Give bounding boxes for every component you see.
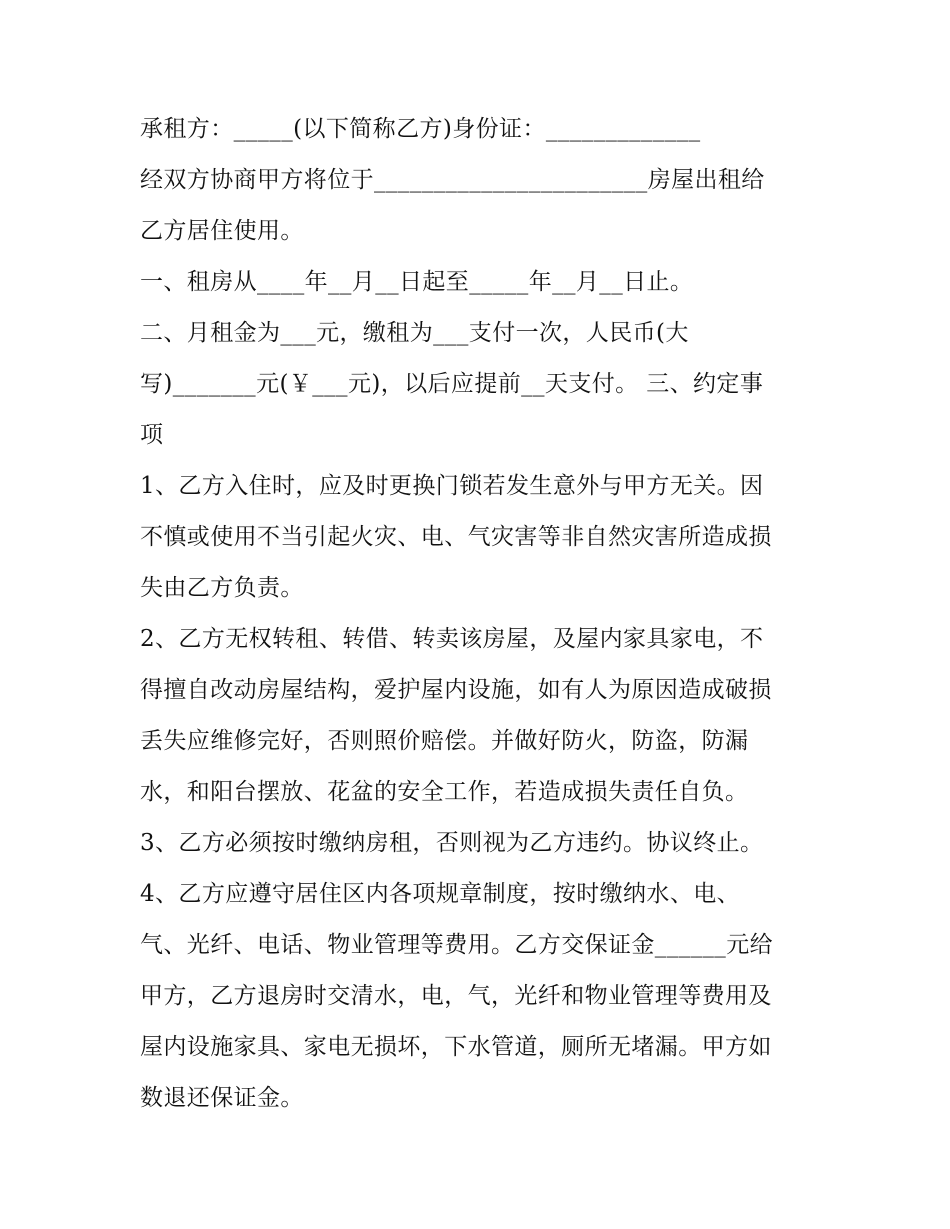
- term-1-line-1: 1、乙方入住时，应及时更换门锁若发生意外与甲方无关。因: [140, 473, 764, 499]
- term-4-line-4: 屋内设施家具、家电无损坏，下水管道，厕所无堵漏。甲方如: [140, 1034, 772, 1060]
- lease-period-line: 一、租房从____年__月__日起至_____年__月__日止。: [140, 269, 694, 295]
- property-location-line: 经双方协商甲方将位于_______________________房屋出租给: [140, 167, 765, 193]
- term-4-line-1: 4、乙方应遵守居住区内各项规章制度，按时缴纳水、电、: [140, 881, 741, 907]
- term-4-line-3: 甲方，乙方退房时交清水，电，气，光纤和物业管理等费用及: [140, 983, 772, 1009]
- tenant-line: 承租方：_____(以下简称乙方)身份证：_____________: [140, 116, 701, 142]
- rent-amount-line: 写)_______元(￥___元)，以后应提前__天支付。 三、约定事: [140, 371, 764, 397]
- term-1-line-3: 失由乙方负责。: [140, 575, 304, 601]
- term-4-line-5: 数退还保证金。: [140, 1085, 304, 1111]
- property-usage-line: 乙方居住使用。: [140, 218, 304, 244]
- term-2-line-1: 2、乙方无权转租、转借、转卖该房屋，及屋内家具家电，不: [140, 626, 764, 652]
- terms-heading-continuation: 项: [140, 422, 164, 448]
- term-2-line-2: 得擅自改动房屋结构，爱护屋内设施，如有人为原因造成破损: [140, 677, 772, 703]
- term-2-line-4: 水，和阳台摆放、花盆的安全工作，若造成损失责任自负。: [140, 779, 749, 805]
- contract-body: [140, 104, 830, 1124]
- rent-line: 二、月租金为___元，缴租为___支付一次，人民币(大: [140, 320, 689, 346]
- term-1-line-2: 不慎或使用不当引起火灾、电、气灾害等非自然灾害所造成损: [140, 524, 772, 550]
- term-4-line-2: 气、光纤、电话、物业管理等费用。乙方交保证金______元给: [140, 932, 773, 958]
- term-2-line-3: 丢失应维修完好，否则照价赔偿。并做好防火，防盗，防漏: [140, 728, 749, 754]
- term-3-line-1: 3、乙方必须按时缴纳房租，否则视为乙方违约。协议终止。: [140, 830, 764, 856]
